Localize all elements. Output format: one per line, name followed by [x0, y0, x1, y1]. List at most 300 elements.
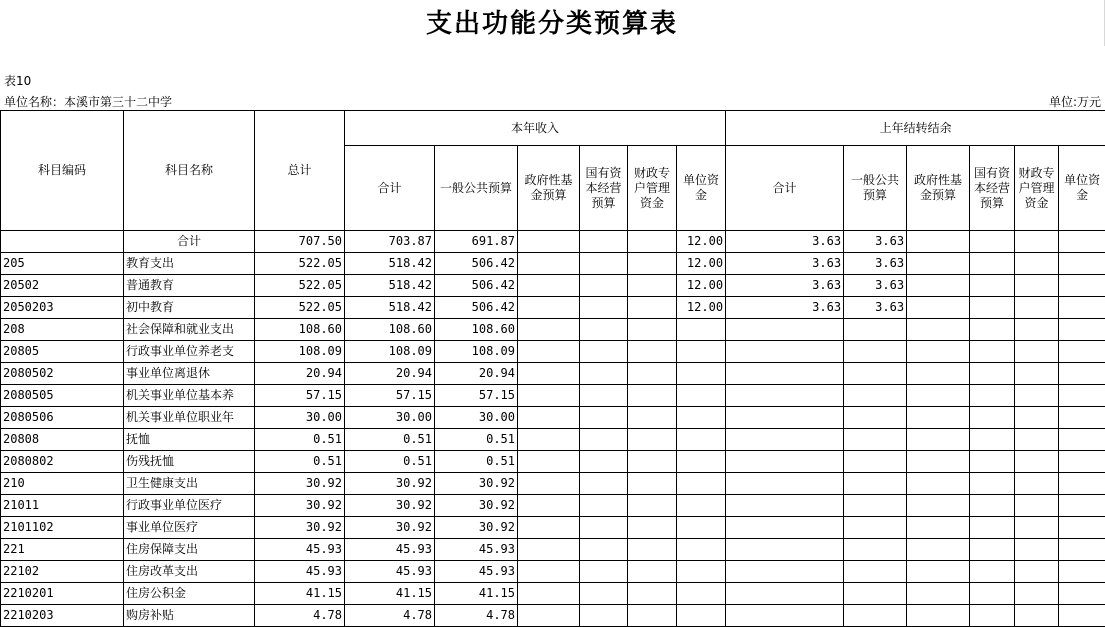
header-cy-general: 一般公共预算: [435, 146, 518, 231]
cell-total: 0.51: [255, 451, 345, 473]
cell-cy-state-capital: [580, 517, 628, 539]
cell-cy-subtotal: 45.93: [345, 561, 435, 583]
cell-ly-unit-fund: [1059, 253, 1105, 275]
cell-total: 45.93: [255, 561, 345, 583]
cell-cy-unit-fund: [677, 341, 726, 363]
cell-ly-fiscal-account: [1015, 583, 1059, 605]
cell-ly-subtotal: 3.63: [726, 231, 844, 253]
cell-ly-state-capital: [970, 319, 1015, 341]
cell-ly-gov-fund: [907, 319, 970, 341]
header-name: 科目名称: [124, 111, 255, 231]
cell-cy-subtotal: 518.42: [345, 297, 435, 319]
page-title: 支出功能分类预算表: [0, 0, 1105, 46]
cell-ly-fiscal-account: [1015, 539, 1059, 561]
cell-ly-unit-fund: [1059, 517, 1105, 539]
cell-ly-gov-fund: [907, 253, 970, 275]
cell-cy-fiscal-account: [628, 583, 677, 605]
table-row: [1, 495, 1105, 517]
cell-cy-gov-fund: [518, 275, 580, 297]
cell-ly-general: [844, 341, 907, 363]
cell-cy-state-capital: [580, 407, 628, 429]
cell-cy-subtotal: 0.51: [345, 451, 435, 473]
cell-total: 20.94: [255, 363, 345, 385]
cell-ly-subtotal: [726, 407, 844, 429]
table-row: [1, 385, 1105, 407]
cell-name: 初中教育: [124, 297, 255, 319]
cell-code: 20502: [1, 275, 124, 297]
cell-total: 522.05: [255, 253, 345, 275]
cell-ly-subtotal: 3.63: [726, 253, 844, 275]
cell-ly-gov-fund: [907, 385, 970, 407]
table-row: [1, 319, 1105, 341]
cell-ly-unit-fund: [1059, 407, 1105, 429]
cell-cy-fiscal-account: [628, 473, 677, 495]
cell-cy-unit-fund: 12.00: [677, 231, 726, 253]
cell-total: 30.00: [255, 407, 345, 429]
header-current-year: 本年收入: [345, 111, 726, 146]
cell-ly-fiscal-account: [1015, 451, 1059, 473]
cell-cy-gov-fund: [518, 253, 580, 275]
cell-ly-general: [844, 517, 907, 539]
cell-cy-state-capital: [580, 231, 628, 253]
cell-cy-subtotal: 30.92: [345, 473, 435, 495]
cell-cy-general: 30.00: [435, 407, 518, 429]
header-ly-subtotal: 合计: [726, 146, 844, 231]
cell-cy-general: 506.42: [435, 275, 518, 297]
cell-ly-fiscal-account: [1015, 253, 1059, 275]
cell-cy-fiscal-account: [628, 385, 677, 407]
cell-cy-general: 0.51: [435, 429, 518, 451]
cell-ly-unit-fund: [1059, 341, 1105, 363]
cell-ly-fiscal-account: [1015, 319, 1059, 341]
table-row: [1, 275, 1105, 297]
cell-cy-gov-fund: [518, 231, 580, 253]
cell-ly-fiscal-account: [1015, 297, 1059, 319]
cell-total: 108.09: [255, 341, 345, 363]
cell-cy-unit-fund: [677, 451, 726, 473]
table-header: [1, 111, 1105, 231]
cell-total: 30.92: [255, 517, 345, 539]
cell-ly-state-capital: [970, 297, 1015, 319]
cell-ly-state-capital: [970, 363, 1015, 385]
header-last-year: 上年结转结余: [726, 111, 1105, 146]
cell-ly-state-capital: [970, 561, 1015, 583]
cell-cy-unit-fund: [677, 385, 726, 407]
cell-cy-state-capital: [580, 319, 628, 341]
cell-cy-unit-fund: [677, 517, 726, 539]
cell-code: 2080506: [1, 407, 124, 429]
cell-ly-state-capital: [970, 341, 1015, 363]
cell-name: 社会保障和就业支出: [124, 319, 255, 341]
cell-code: 205: [1, 253, 124, 275]
cell-cy-general: 0.51: [435, 451, 518, 473]
cell-code: 208: [1, 319, 124, 341]
cell-cy-unit-fund: [677, 473, 726, 495]
cell-ly-general: [844, 363, 907, 385]
cell-cy-state-capital: [580, 341, 628, 363]
cell-cy-unit-fund: [677, 495, 726, 517]
cell-ly-fiscal-account: [1015, 429, 1059, 451]
cell-name: 住房公积金: [124, 583, 255, 605]
cell-ly-gov-fund: [907, 407, 970, 429]
cell-ly-state-capital: [970, 539, 1015, 561]
table-row: [1, 539, 1105, 561]
cell-total: 45.93: [255, 539, 345, 561]
cell-cy-subtotal: 30.92: [345, 495, 435, 517]
cell-ly-gov-fund: [907, 495, 970, 517]
cell-cy-unit-fund: [677, 561, 726, 583]
cell-ly-gov-fund: [907, 583, 970, 605]
cell-cy-gov-fund: [518, 583, 580, 605]
cell-cy-state-capital: [580, 363, 628, 385]
cell-ly-fiscal-account: [1015, 561, 1059, 583]
table-row: [1, 363, 1105, 385]
cell-ly-state-capital: [970, 451, 1015, 473]
cell-cy-subtotal: 30.92: [345, 517, 435, 539]
cell-cy-gov-fund: [518, 297, 580, 319]
cell-ly-subtotal: [726, 605, 844, 627]
cell-cy-fiscal-account: [628, 231, 677, 253]
cell-ly-unit-fund: [1059, 539, 1105, 561]
cell-ly-fiscal-account: [1015, 275, 1059, 297]
cell-cy-state-capital: [580, 429, 628, 451]
cell-cy-subtotal: 108.09: [345, 341, 435, 363]
cell-total: 30.92: [255, 473, 345, 495]
header-cy-subtotal: 合计: [345, 146, 435, 231]
cell-ly-subtotal: [726, 363, 844, 385]
cell-ly-fiscal-account: [1015, 495, 1059, 517]
cell-ly-state-capital: [970, 583, 1015, 605]
table-body: [1, 231, 1105, 627]
cell-ly-unit-fund: [1059, 231, 1105, 253]
cell-cy-subtotal: 41.15: [345, 583, 435, 605]
cell-ly-unit-fund: [1059, 473, 1105, 495]
cell-ly-general: 3.63: [844, 297, 907, 319]
cell-cy-fiscal-account: [628, 297, 677, 319]
cell-cy-gov-fund: [518, 407, 580, 429]
cell-cy-general: 4.78: [435, 605, 518, 627]
cell-ly-fiscal-account: [1015, 231, 1059, 253]
header-cy-unit-fund: 单位资金: [677, 146, 726, 231]
header-ly-state-capital: 国有资本经营预算: [970, 146, 1015, 231]
cell-code: 2080802: [1, 451, 124, 473]
cell-name: 购房补贴: [124, 605, 255, 627]
cell-ly-unit-fund: [1059, 495, 1105, 517]
cell-cy-state-capital: [580, 451, 628, 473]
cell-cy-fiscal-account: [628, 451, 677, 473]
cell-cy-subtotal: 108.60: [345, 319, 435, 341]
table-number: 表10: [4, 74, 32, 88]
cell-ly-subtotal: [726, 385, 844, 407]
cell-cy-subtotal: 703.87: [345, 231, 435, 253]
cell-cy-general: 30.92: [435, 495, 518, 517]
cell-cy-subtotal: 4.78: [345, 605, 435, 627]
cell-ly-subtotal: [726, 473, 844, 495]
cell-cy-subtotal: 20.94: [345, 363, 435, 385]
cell-total: 108.60: [255, 319, 345, 341]
cell-ly-gov-fund: [907, 297, 970, 319]
cell-cy-general: 45.93: [435, 561, 518, 583]
cell-ly-unit-fund: [1059, 319, 1105, 341]
cell-name: 事业单位医疗: [124, 517, 255, 539]
cell-ly-state-capital: [970, 495, 1015, 517]
cell-cy-subtotal: 57.15: [345, 385, 435, 407]
cell-ly-subtotal: [726, 517, 844, 539]
cell-cy-general: 506.42: [435, 297, 518, 319]
header-cy-fiscal-account: 财政专户管理资金: [628, 146, 677, 231]
cell-ly-subtotal: [726, 495, 844, 517]
cell-cy-unit-fund: [677, 583, 726, 605]
table-row: [1, 429, 1105, 451]
header-cy-gov-fund: 政府性基金预算: [518, 146, 580, 231]
cell-cy-gov-fund: [518, 385, 580, 407]
cell-ly-general: [844, 539, 907, 561]
header-ly-general: 一般公共预算: [844, 146, 907, 231]
cell-ly-general: 3.63: [844, 275, 907, 297]
cell-ly-state-capital: [970, 605, 1015, 627]
cell-ly-subtotal: [726, 539, 844, 561]
cell-code: 21011: [1, 495, 124, 517]
cell-cy-general: 57.15: [435, 385, 518, 407]
cell-ly-subtotal: [726, 429, 844, 451]
cell-ly-fiscal-account: [1015, 341, 1059, 363]
cell-ly-unit-fund: [1059, 605, 1105, 627]
cell-cy-gov-fund: [518, 363, 580, 385]
cell-ly-unit-fund: [1059, 429, 1105, 451]
header-ly-unit-fund: 单位资金: [1059, 146, 1105, 231]
cell-cy-gov-fund: [518, 517, 580, 539]
cell-code: 2101102: [1, 517, 124, 539]
cell-cy-unit-fund: [677, 319, 726, 341]
cell-cy-subtotal: 45.93: [345, 539, 435, 561]
cell-total: 57.15: [255, 385, 345, 407]
cell-ly-general: [844, 385, 907, 407]
cell-cy-gov-fund: [518, 451, 580, 473]
table-row: [1, 407, 1105, 429]
cell-cy-state-capital: [580, 275, 628, 297]
cell-ly-gov-fund: [907, 561, 970, 583]
cell-cy-state-capital: [580, 539, 628, 561]
budget-table: [0, 110, 1105, 627]
cell-ly-state-capital: [970, 275, 1015, 297]
cell-cy-general: 30.92: [435, 473, 518, 495]
cell-ly-subtotal: [726, 341, 844, 363]
cell-name: 事业单位离退休: [124, 363, 255, 385]
cell-ly-gov-fund: [907, 429, 970, 451]
cell-cy-state-capital: [580, 583, 628, 605]
cell-cy-fiscal-account: [628, 341, 677, 363]
cell-code: 221: [1, 539, 124, 561]
cell-ly-gov-fund: [907, 275, 970, 297]
cell-cy-general: 45.93: [435, 539, 518, 561]
cell-cy-gov-fund: [518, 429, 580, 451]
cell-total: 0.51: [255, 429, 345, 451]
cell-code: 20805: [1, 341, 124, 363]
cell-ly-state-capital: [970, 407, 1015, 429]
cell-code: 2080502: [1, 363, 124, 385]
cell-cy-general: 108.09: [435, 341, 518, 363]
table-row: [1, 341, 1105, 363]
cell-ly-fiscal-account: [1015, 517, 1059, 539]
cell-code: 2210203: [1, 605, 124, 627]
cell-ly-general: [844, 473, 907, 495]
cell-code: 20808: [1, 429, 124, 451]
cell-ly-unit-fund: [1059, 275, 1105, 297]
cell-ly-unit-fund: [1059, 363, 1105, 385]
cell-cy-general: 20.94: [435, 363, 518, 385]
cell-ly-fiscal-account: [1015, 605, 1059, 627]
cell-ly-subtotal: [726, 561, 844, 583]
cell-cy-unit-fund: 12.00: [677, 275, 726, 297]
cell-ly-unit-fund: [1059, 451, 1105, 473]
cell-cy-subtotal: 518.42: [345, 275, 435, 297]
cell-cy-unit-fund: [677, 407, 726, 429]
cell-ly-gov-fund: [907, 473, 970, 495]
cell-name: 抚恤: [124, 429, 255, 451]
unit-name: 单位名称：本溪市第三十二中学: [4, 95, 173, 109]
cell-cy-gov-fund: [518, 495, 580, 517]
cell-cy-fiscal-account: [628, 407, 677, 429]
cell-code: 210: [1, 473, 124, 495]
cell-cy-subtotal: 518.42: [345, 253, 435, 275]
cell-cy-gov-fund: [518, 319, 580, 341]
cell-code: 22102: [1, 561, 124, 583]
cell-name: 行政事业单位医疗: [124, 495, 255, 517]
cell-cy-state-capital: [580, 385, 628, 407]
cell-ly-fiscal-account: [1015, 473, 1059, 495]
cell-cy-gov-fund: [518, 605, 580, 627]
cell-ly-state-capital: [970, 231, 1015, 253]
cell-cy-fiscal-account: [628, 319, 677, 341]
table-row: [1, 605, 1105, 627]
cell-ly-general: [844, 561, 907, 583]
cell-code: 2210201: [1, 583, 124, 605]
cell-ly-state-capital: [970, 429, 1015, 451]
cell-cy-general: 691.87: [435, 231, 518, 253]
cell-cy-gov-fund: [518, 341, 580, 363]
cell-ly-gov-fund: [907, 451, 970, 473]
table-row: [1, 297, 1105, 319]
cell-cy-fiscal-account: [628, 605, 677, 627]
cell-ly-fiscal-account: [1015, 407, 1059, 429]
cell-cy-fiscal-account: [628, 539, 677, 561]
cell-ly-gov-fund: [907, 605, 970, 627]
cell-cy-state-capital: [580, 605, 628, 627]
cell-ly-gov-fund: [907, 539, 970, 561]
cell-code: 2080505: [1, 385, 124, 407]
cell-cy-fiscal-account: [628, 363, 677, 385]
cell-cy-state-capital: [580, 297, 628, 319]
cell-name: 普通教育: [124, 275, 255, 297]
cell-ly-general: 3.63: [844, 253, 907, 275]
cell-ly-state-capital: [970, 517, 1015, 539]
cell-ly-subtotal: [726, 583, 844, 605]
cell-cy-state-capital: [580, 561, 628, 583]
table-row: [1, 253, 1105, 275]
cell-ly-subtotal: [726, 319, 844, 341]
cell-ly-subtotal: 3.63: [726, 275, 844, 297]
cell-ly-state-capital: [970, 253, 1015, 275]
cell-total: 30.92: [255, 495, 345, 517]
cell-ly-general: 3.63: [844, 231, 907, 253]
currency-unit: 单位:万元: [1048, 95, 1101, 109]
cell-cy-unit-fund: [677, 363, 726, 385]
cell-cy-fiscal-account: [628, 561, 677, 583]
cell-total: 707.50: [255, 231, 345, 253]
cell-ly-subtotal: [726, 451, 844, 473]
cell-cy-fiscal-account: [628, 253, 677, 275]
cell-cy-unit-fund: 12.00: [677, 297, 726, 319]
cell-cy-subtotal: 0.51: [345, 429, 435, 451]
cell-total: 4.78: [255, 605, 345, 627]
header-total: 总计: [255, 111, 345, 231]
cell-cy-fiscal-account: [628, 429, 677, 451]
cell-cy-state-capital: [580, 253, 628, 275]
cell-cy-fiscal-account: [628, 495, 677, 517]
cell-cy-general: 30.92: [435, 517, 518, 539]
cell-name: 合计: [124, 231, 255, 253]
table-row: [1, 561, 1105, 583]
cell-cy-gov-fund: [518, 473, 580, 495]
header-ly-gov-fund: 政府性基金预算: [907, 146, 970, 231]
cell-ly-state-capital: [970, 473, 1015, 495]
cell-total: 522.05: [255, 275, 345, 297]
cell-ly-gov-fund: [907, 341, 970, 363]
cell-cy-gov-fund: [518, 561, 580, 583]
cell-ly-general: [844, 583, 907, 605]
cell-name: 教育支出: [124, 253, 255, 275]
cell-cy-general: 108.60: [435, 319, 518, 341]
cell-ly-fiscal-account: [1015, 385, 1059, 407]
cell-ly-general: [844, 451, 907, 473]
table-row: [1, 517, 1105, 539]
header-ly-fiscal-account: 财政专户管理资金: [1015, 146, 1059, 231]
cell-cy-general: 506.42: [435, 253, 518, 275]
cell-ly-general: [844, 495, 907, 517]
cell-cy-gov-fund: [518, 539, 580, 561]
table-row: [1, 473, 1105, 495]
cell-ly-general: [844, 605, 907, 627]
header-code: 科目编码: [1, 111, 124, 231]
cell-total: 41.15: [255, 583, 345, 605]
cell-name: 行政事业单位养老支: [124, 341, 255, 363]
cell-total: 522.05: [255, 297, 345, 319]
cell-ly-general: [844, 429, 907, 451]
cell-cy-fiscal-account: [628, 275, 677, 297]
cell-ly-unit-fund: [1059, 561, 1105, 583]
cell-cy-general: 41.15: [435, 583, 518, 605]
cell-name: 住房保障支出: [124, 539, 255, 561]
cell-ly-general: [844, 407, 907, 429]
cell-ly-unit-fund: [1059, 583, 1105, 605]
cell-ly-state-capital: [970, 385, 1015, 407]
cell-ly-gov-fund: [907, 517, 970, 539]
cell-cy-unit-fund: 12.00: [677, 253, 726, 275]
cell-cy-state-capital: [580, 495, 628, 517]
cell-cy-unit-fund: [677, 429, 726, 451]
cell-name: 机关事业单位职业年: [124, 407, 255, 429]
cell-cy-state-capital: [580, 473, 628, 495]
cell-cy-unit-fund: [677, 539, 726, 561]
cell-ly-general: [844, 319, 907, 341]
cell-name: 机关事业单位基本养: [124, 385, 255, 407]
cell-cy-fiscal-account: [628, 517, 677, 539]
cell-code: 2050203: [1, 297, 124, 319]
cell-ly-subtotal: 3.63: [726, 297, 844, 319]
header-cy-state-capital: 国有资本经营预算: [580, 146, 628, 231]
cell-cy-unit-fund: [677, 605, 726, 627]
cell-ly-unit-fund: [1059, 385, 1105, 407]
